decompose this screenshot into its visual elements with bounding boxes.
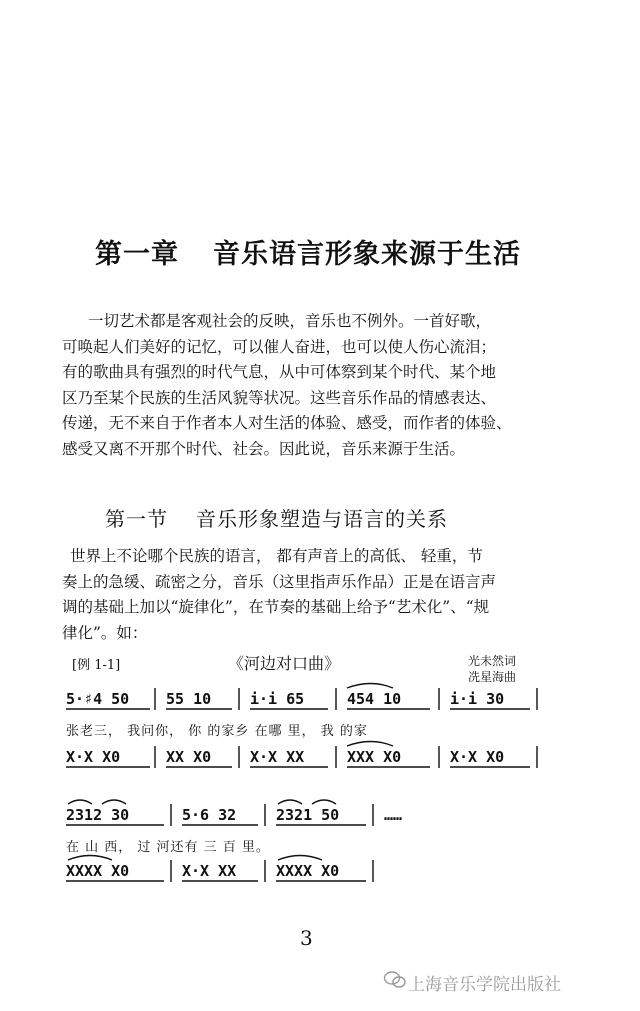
slur	[68, 856, 112, 861]
page-number: 3	[300, 926, 313, 950]
rhythm-measure: XX X0	[166, 748, 212, 766]
watermark-text: 上海音乐学院出版社	[408, 975, 561, 995]
melody-measure: 5·♯4 50	[66, 690, 130, 708]
melody-measure: 2312 30	[66, 806, 130, 824]
melody-measure: i·i 30	[450, 690, 505, 708]
rhythm-measure: X·X X0	[450, 748, 505, 766]
intro-line: 可唤起人们美好的记忆，可以催人奋进，也可以使人伤心流泪；	[62, 337, 497, 356]
section-line: 世界上不论哪个民族的语言， 都有声音上的高低、 轻重，节	[70, 547, 483, 565]
slur	[347, 742, 393, 747]
rhythm-measure: XXXX X0	[66, 862, 130, 880]
slur	[347, 684, 393, 689]
example-label: [例 1-1]	[72, 658, 121, 673]
slur	[68, 800, 92, 804]
chapter-title: 音乐语言形象来源于生活	[213, 239, 521, 270]
melody-measure: 2321 50	[276, 806, 340, 824]
intro-line: 一切艺术都是客观社会的反映，音乐也不例外。一首好歌，	[88, 312, 492, 330]
rhythm-measure: XXX X0	[347, 748, 402, 766]
melody-measure: 55 10	[166, 690, 212, 708]
rhythm-measure: X·X X0	[66, 748, 121, 766]
section-line: 律化”。如：	[62, 623, 148, 642]
intro-line: 有的歌曲具有强烈的时代气息，从中可体察到某个时代、某个地	[62, 363, 497, 381]
rhythm-measure: X·X XX	[250, 748, 305, 766]
lyrics-line-2: 在 山 西， 过 河还有 三 百 里。	[66, 840, 270, 855]
melody-measure: 5·6 32	[182, 806, 237, 824]
slur	[102, 800, 126, 804]
melody-ellipsis: ……	[384, 806, 403, 824]
intro-line: 区乃至某个民族的生活风貌等状况。这些音乐作品的情感表达、	[62, 388, 497, 407]
rhythm-measure: X·X XX	[182, 862, 237, 880]
song-title: 《河边对口曲》	[228, 654, 341, 673]
lyrics-line-1: 张老三， 我问你， 你 的家乡 在哪 里， 我 的家	[66, 724, 368, 739]
section-number: 第一节	[105, 507, 168, 531]
intro-line: 感受又离不开那个时代、社会。因此说，音乐来源于生活。	[62, 439, 466, 458]
slur	[278, 856, 322, 861]
intro-line: 传递，无不来自于作者本人对生活的体验、感受，而作者的体验、	[62, 414, 512, 432]
melody-measure: 454 10	[347, 690, 402, 708]
composer: 冼星海曲	[468, 670, 517, 684]
slur	[278, 800, 302, 804]
section-title: 音乐形象塑造与语言的关系	[196, 507, 448, 531]
section-line: 调的基础上加以“旋律化”，在节奏的基础上给予“艺术化”、“规	[62, 598, 490, 616]
slur	[312, 800, 336, 804]
rhythm-measure: XXXX X0	[276, 862, 340, 880]
lyricist: 光未然词	[468, 654, 517, 668]
section-line: 奏上的急缓、疏密之分，音乐（这里指声乐作品）正是在语言声	[62, 572, 497, 591]
melody-measure: i·i 65	[250, 690, 305, 708]
chapter-number: 第一章	[95, 239, 179, 270]
wechat-icon	[385, 972, 406, 987]
